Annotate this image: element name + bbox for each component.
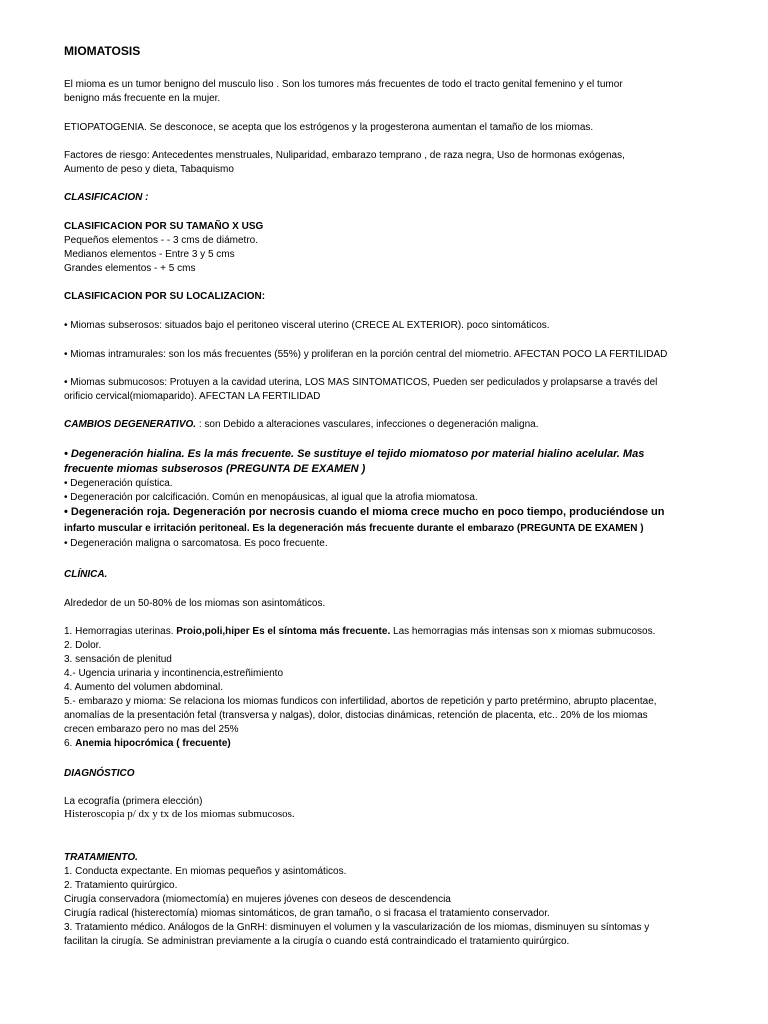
- location-classification-heading: CLASIFICACION POR SU LOCALIZACION:: [64, 291, 266, 302]
- location-intramural: • Miomas intramurales: son los más frecuentes (55%) y proliferan en la porción central del miometrio. AFECTAN POCO LA FERTILIDAD: [64, 349, 668, 360]
- red-degeneration-line-2: infarto muscular e irritación peritoneal. Es la degeneración más frecuente durante el embarazo (PREGUNTA DE EXAMEN ): [64, 523, 644, 534]
- degenerative-changes-label: CAMBIOS DEGENERATIVO.: [64, 419, 197, 430]
- size-item-small: Pequeños elementos - - 3 cms de diámetro.: [64, 235, 258, 246]
- treatment-line-6: facilitan la cirugía. Se administran previamente a la cirugía o cuando está contraindicado el tratamiento quirúrgico.: [64, 936, 570, 947]
- size-item-large: Grandes elementos - + 5 cms: [64, 263, 196, 274]
- diagnosis-line-2: Histeroscopia p/ dx y tx de los miomas submucosos.: [64, 808, 295, 820]
- treatment-line-1: 1. Conducta expectante. En miomas pequeños y asintomáticos.: [64, 866, 347, 877]
- clinica-item-anemia-number: 6.: [64, 738, 76, 749]
- intro-line-2: benigno más frecuente en la mujer.: [64, 93, 221, 104]
- clinica-item-fullness: 3. sensación de plenitud: [64, 654, 172, 665]
- clinica-item-hemorrhage-prefix: 1. Hemorragias uterinas.: [64, 626, 177, 637]
- clinica-item-anemia-text: Anemia hipocrómica ( frecuente): [75, 738, 231, 749]
- diagnosis-line-1: La ecografía (primera elección): [64, 796, 203, 807]
- treatment-heading: TRATAMIENTO.: [64, 852, 138, 863]
- treatment-line-2: 2. Tratamiento quirúrgico.: [64, 880, 178, 891]
- diagnosis-heading: DIAGNÓSTICO: [64, 768, 135, 779]
- intro-line-1: El mioma es un tumor benigno del musculo liso . Son los tumores más frecuentes de todo el tracto genital femenino y el tumor: [64, 79, 623, 90]
- clinica-item-hemorrhage-suffix: Las hemorragias más intensas son x miomas submucosos.: [390, 626, 656, 637]
- clinica-item-hemorrhage: [64, 625, 655, 638]
- location-submucous-line-1: • Miomas submucosos: Protuyen a la cavidad uterina, LOS MAS SINTOMATICOS, Pueden ser pediculados y prolapsarse a través del: [64, 377, 658, 388]
- clinica-item-abdominal: 4. Aumento del volumen abdominal.: [64, 682, 223, 693]
- clinica-item-pain: 2. Dolor.: [64, 640, 102, 651]
- risk-factors-line-2: Aumento de peso y dieta, Tabaquismo: [64, 164, 234, 175]
- clinica-heading: CLÍNICA.: [64, 569, 108, 580]
- hyaline-degeneration-line-2: frecuente miomas subserosos (PREGUNTA DE EXAMEN ): [64, 463, 366, 475]
- treatment-line-3: Cirugía conservadora (miomectomía) en mujeres jóvenes con deseos de descendencia: [64, 894, 451, 905]
- clinica-intro: Alrededor de un 50-80% de los miomas son asintomáticos.: [64, 598, 326, 609]
- treatment-line-5: 3. Tratamiento médico. Análogos de la GnRH: disminuyen el volumen y la vascularización de los miomas, disminuyen su síntomas y: [64, 922, 650, 933]
- red-degeneration-line-1: • Degeneración roja. Degeneración por necrosis cuando el mioma crece mucho en poco tiempo, produciéndose un: [64, 506, 665, 518]
- malignant-degeneration: • Degeneración maligna o sarcomatosa. Es poco frecuente.: [64, 538, 328, 549]
- size-classification-heading: CLASIFICACION POR SU TAMAÑO X USG: [64, 221, 264, 232]
- size-item-medium: Medianos elementos - Entre 3 y 5 cms: [64, 249, 235, 260]
- etiopatogenia-paragraph: ETIOPATOGENIA. Se desconoce, se acepta que los estrógenos y la progesterona aumentan el tamaño de los miomas.: [64, 122, 594, 133]
- treatment-line-4: Cirugía radical (histerectomía) miomas sintomáticos, de gran tamaño, o si fracasa el tratamiento conservador.: [64, 908, 550, 919]
- cystic-degeneration: • Degeneración quística.: [64, 478, 173, 489]
- clinica-item-hemorrhage-bold: Proio,poli,hiper Es el síntoma más frecuente.: [176, 626, 391, 637]
- degenerative-changes-text: : son Debido a alteraciones vasculares, infecciones o degeneración maligna.: [196, 419, 539, 430]
- risk-factors-line-1: Factores de riesgo: Antecedentes menstruales, Nuliparidad, embarazo temprano , de raza negra, Uso de hormonas exógenas,: [64, 150, 625, 161]
- location-subserous: • Miomas subserosos: situados bajo el peritoneo visceral uterino (CRECE AL EXTERIOR). poco sintomáticos.: [64, 320, 550, 331]
- clinica-item-urinary: 4.- Ugencia urinaria y incontinencia,estreñimiento: [64, 668, 284, 679]
- clinica-item-pregnancy-line-2: anomalías de la presentación fetal (transversa y nalgas), dolor, distocias dinámicas, retención de placenta, etc.. 20% de los miomas: [64, 710, 648, 721]
- hyaline-degeneration-line-1: • Degeneración hialina. Es la más frecuente. Se sustituye el tejido miomatoso por material hialino acelular. Mas: [64, 448, 645, 460]
- clinica-item-pregnancy-line-1: 5.- embarazo y mioma: Se relaciona los miomas fundicos con infertilidad, abortos de repetición y parto pretérmino, abrupto placentae,: [64, 696, 657, 707]
- location-submucous-line-2: orificio cervical(miomaparido). AFECTAN LA FERTILIDAD: [64, 391, 321, 402]
- calcification-degeneration: • Degeneración por calcificación. Común en menopáusicas, al igual que la atrofia miomatosa.: [64, 492, 478, 503]
- degenerative-changes-line: [64, 418, 538, 431]
- document-title: MIOMATOSIS: [64, 44, 141, 58]
- clinica-item-anemia: [64, 737, 231, 750]
- classification-heading: CLASIFICACION :: [64, 192, 149, 203]
- clinica-item-pregnancy-line-3: crecen embarazo pero no mas del 25%: [64, 724, 239, 735]
